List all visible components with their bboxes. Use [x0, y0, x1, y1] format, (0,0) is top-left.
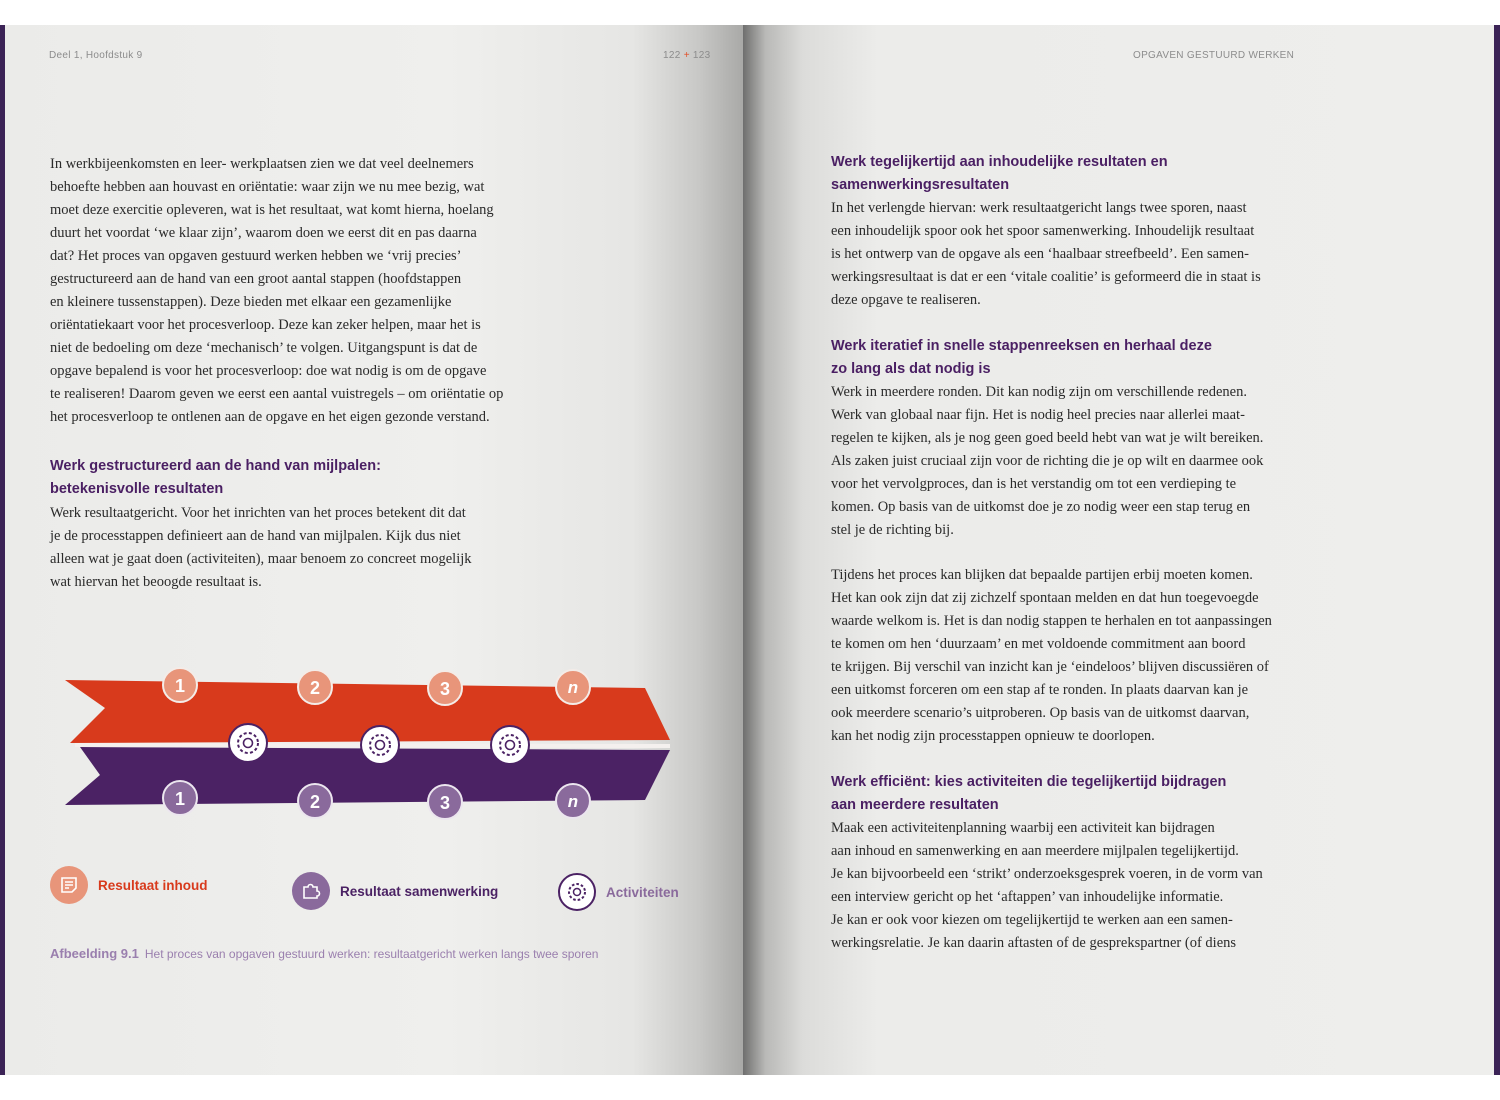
paragraph-efficient: Maak een activiteitenplanning waarbij een activiteit kan bijdragen aan inhoud en samenwerking en aan meerdere mijlpalen tegelijkertijd. Je kan bijvoorbeeld een ‘strikt’ onderzoeksgesprek voeren, in de vorm van een interview gericht op het ‘aftappen’ van inhoudelijke informatie. Je kan er ook voor kiezen om tegelijkertijd te werken aan een samen- werkingsrelatie. Je kan daarin aftasten of de gesprekspartner (of diens: [831, 820, 1263, 951]
paragraph-mijlpalen: Werk resultaatgericht. Voor het inrichten van het proces betekent dit dat je de processtappen definieert aan de hand van mijlpalen. Kijk dus niet alleen wat je gaat doen (activiteiten), maar benoem zo concreet mogelijk wat hiervan het beoogde resultaat is.: [50, 505, 472, 590]
running-head-left: Deel 1, Hoofdstuk 9: [49, 50, 143, 61]
legend-activiteiten: [558, 873, 679, 911]
legend-label-inhoud: Resultaat inhoud: [98, 877, 208, 893]
marker-bottom-1-label: 1: [174, 789, 186, 809]
gear-icon: [229, 724, 267, 762]
left-page: [0, 25, 743, 1075]
caption-text: Het proces van opgaven gestuurd werken: resultaatgericht werken langs twee sporen: [144, 947, 599, 961]
marker-bottom-1: [163, 781, 197, 815]
page-number-separator: +: [683, 50, 690, 61]
gear-icon: [491, 726, 529, 764]
marker-bottom-n: [556, 784, 590, 818]
heading-iteratief: Werk iteratief in snelle stappenreeksen en herhaal deze zo lang als dat nodig is: [831, 338, 1212, 377]
page-number-left: 122: [663, 50, 681, 61]
marker-bottom-n-label: n: [567, 792, 579, 811]
marker-top-2-label: 2: [309, 678, 321, 698]
right-page: [743, 25, 1500, 1075]
marker-top-n-label: n: [567, 678, 579, 697]
intro-paragraph: In werkbijeenkomsten en leer- werkplaatsen zien we dat veel deelnemers behoefte hebben aan houvast en oriëntatie: waar zijn we nu mee bezig, wat moet deze exercitie opleveren, wat is het resultaat, wat komt hierna, hoelang duurt het voordat ‘we klaar zijn’, waarom doen we eerst dit en pas daarna dat? Het proces van opgaven gestuurd werken hebben we ‘vrij precies’ gestructureerd aan de hand van een groot aantal stappen (hoofdstappen en kleinere tussenstappen). Deze bieden met elkaar een gezamenlijke oriëntatiekaart voor het procesverloop. Deze kan zeker helpen, maar het is niet de bedoeling om deze ‘mechanisch’ te volgen. Uitgangspunt is dat de opgave bepalend is voor het procesverloop: doe wat nodig is om de opgave te realiseren! Daarom geven we eerst een aantal vuistregels – om oriëntatie op het procesverloop te ontlenen aan de opgave en het eigen gezonde verstand.: [50, 156, 504, 425]
marker-bottom-2-label: 2: [309, 792, 321, 812]
note-icon: [50, 866, 88, 904]
book-spread: [0, 25, 1500, 1075]
legend-resultaat-inhoud: [50, 866, 208, 904]
heading-mijlpalen: Werk gestructureerd aan de hand van mijlpalen: betekenisvolle resultaten: [50, 458, 381, 497]
page-number-right: 123: [692, 50, 711, 61]
paragraph-iteratief: Werk in meerdere ronden. Dit kan nodig zijn om verschillende redenen. Werk van globaal naar fijn. Het is nodig heel precies naar allerlei maat- regelen te kijken, als je nog geen goed beeld hebt van wat je wilt bereiken. Als zaken juist cruciaal zijn voor de richting die je op wilt en daarmee ook voor het vervolgproces, dan is het verstandig om tot een verdieping te komen. Op basis van de uitkomst doe je zo nodig weer een stap terug en stel je de richting bij.: [831, 384, 1264, 538]
puzzle-icon: [292, 872, 330, 910]
page-numbers: [663, 50, 711, 61]
marker-bottom-3: [428, 785, 462, 819]
marker-bottom-3-label: 3: [439, 793, 451, 813]
legend-resultaat-samenwerking: [292, 872, 498, 910]
marker-top-n: [556, 670, 590, 704]
running-head-right: OPGAVEN GESTUURD WERKEN: [1133, 50, 1295, 61]
gear-icon: [558, 873, 596, 911]
marker-top-1-label: 1: [174, 676, 186, 696]
figure-caption: [50, 946, 598, 961]
marker-top-3-label: 3: [439, 679, 451, 699]
marker-top-3: [428, 671, 462, 705]
marker-top-1: [163, 668, 197, 702]
heading-tegelijkertijd: Werk tegelijkertijd aan inhoudelijke resultaten en samenwerkingsresultaten: [831, 154, 1168, 193]
heading-efficient: Werk efficiënt: kies activiteiten die tegelijkertijd bijdragen aan meerdere resultaten: [831, 774, 1227, 813]
caption-lead: Afbeelding 9.1: [50, 946, 139, 961]
paragraph-partijen: Tijdens het proces kan blijken dat bepaalde partijen erbij moeten komen. Het kan ook zijn dat zij zichzelf spontaan melden en dat hun toegevoegde waarde welkom is. Het is dan nodig stappen te herhalen en tot aanpassingen te komen om hen ‘duurzaam’ en met voldoende commitment aan boord te krijgen. Bij verschil van inzicht kan je ‘eindeloos’ blijven discussiëren of een uitkomst forceren om een stap af te ronden. In plaats daarvan kan je ook meerdere scenario’s uitproberen. Op basis van de uitkomst daarvan, kan het nodig zijn processtappen opnieuw te doorlopen.: [831, 567, 1272, 744]
marker-top-2: [298, 670, 332, 704]
marker-bottom-2: [298, 784, 332, 818]
gear-icon: [361, 726, 399, 764]
legend-label-activiteiten: Activiteiten: [606, 884, 679, 900]
process-figure: [45, 640, 695, 830]
legend-label-samenwerking: Resultaat samenwerking: [340, 883, 499, 899]
paragraph-tegelijkertijd: In het verlengde hiervan: werk resultaatgericht langs twee sporen, naast een inhoudelijk spoor ook het spoor samenwerking. Inhoudelijk resultaat is het ontwerp van de opgave als een ‘haalbaar streefbeeld’. Een samen- werkingsresultaat is dat er een ‘vitale coalitie’ is geformeerd die in staat is deze opgave te realiseren.: [831, 200, 1261, 308]
